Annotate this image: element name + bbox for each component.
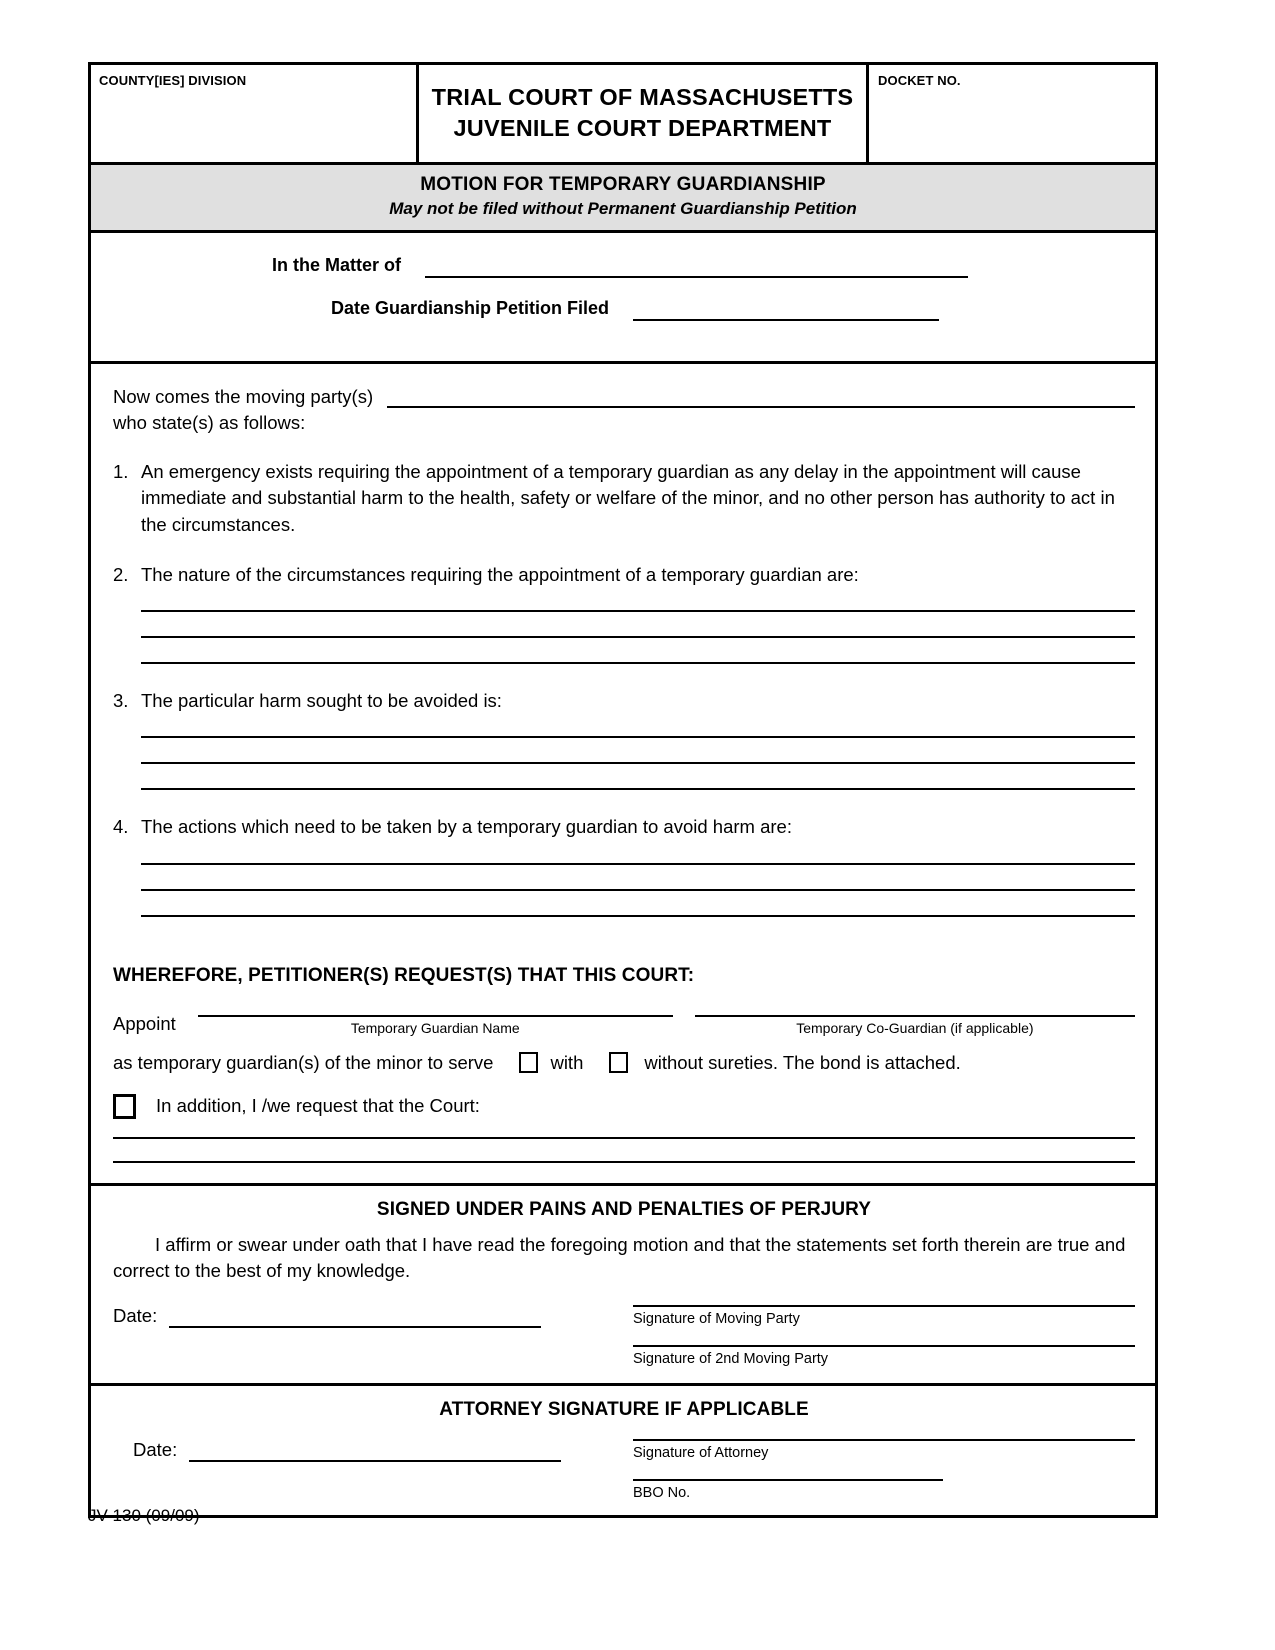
in-the-matter-of-input[interactable] <box>425 276 968 278</box>
item-4-line-2[interactable] <box>141 889 1135 891</box>
with-sureties-checkbox[interactable] <box>519 1052 538 1073</box>
in-addition-row <box>113 1094 1135 1119</box>
item-3-answer-lines <box>113 736 1135 790</box>
item-2-line-1[interactable] <box>141 610 1135 612</box>
attorney-signature-slot[interactable] <box>633 1439 1135 1461</box>
perjury-signature-area <box>113 1305 1135 1367</box>
matter-block <box>88 233 1158 364</box>
perjury-text: I affirm or swear under oath that I have read the foregoing motion and that the statements set forth therein are true and correct to the best of my knowledge. <box>113 1233 1126 1281</box>
docket-no-label: DOCKET NO. <box>878 73 961 88</box>
form-container <box>88 62 1158 1518</box>
in-addition-checkbox[interactable] <box>113 1094 136 1119</box>
perjury-date-block <box>113 1305 633 1367</box>
court-title-line1: TRIAL COURT OF MASSACHUSETTS <box>431 83 854 110</box>
item-4-text: The actions which need to be taken by a temporary guardian to avoid harm are: <box>141 816 792 838</box>
temporary-guardian-caption: Temporary Guardian Name <box>350 1019 520 1036</box>
in-the-matter-of-row <box>91 255 1155 278</box>
county-division-cell[interactable] <box>91 65 419 162</box>
wherefore-heading: WHEREFORE, PETITIONER(S) REQUEST(S) THAT THIS COURT: <box>113 964 695 986</box>
court-title-line2: JUVENILE COURT DEPARTMENT <box>453 114 832 141</box>
now-comes-line1: Now comes the moving party(s) <box>113 386 374 407</box>
bbo-no-caption: BBO No. <box>633 1485 691 1502</box>
in-addition-line-2[interactable] <box>113 1161 1135 1163</box>
temporary-coguardian-field[interactable] <box>695 1015 1135 1036</box>
item-3-number: 3. <box>113 690 129 712</box>
item-3-line-1[interactable] <box>141 736 1135 738</box>
temporary-guardian-field[interactable] <box>198 1015 673 1036</box>
date-petition-filed-input[interactable] <box>633 319 939 321</box>
docket-no-cell[interactable] <box>869 65 1155 162</box>
date-petition-filed-row <box>91 298 1155 321</box>
item-4 <box>113 814 1135 840</box>
appoint-row <box>113 1013 1135 1036</box>
form-title: MOTION FOR TEMPORARY GUARDIANSHIP <box>420 174 826 195</box>
sureties-row <box>113 1052 1135 1074</box>
serve-prefix-label: as temporary guardian(s) of the minor to serve <box>113 1051 494 1073</box>
attorney-date-block <box>113 1439 633 1501</box>
perjury-title: SIGNED UNDER PAINS AND PENALTIES OF PERJURY <box>376 1198 872 1220</box>
perjury-block <box>88 1186 1158 1387</box>
attorney-date-label: Date: <box>133 1439 178 1461</box>
motion-body-block <box>88 364 1158 1186</box>
attorney-signature-caption: Signature of Attorney <box>633 1445 769 1462</box>
attorney-title: ATTORNEY SIGNATURE IF APPLICABLE <box>439 1399 809 1421</box>
perjury-date-input[interactable] <box>169 1326 541 1328</box>
court-name-cell <box>419 65 869 162</box>
item-1-number: 1. <box>113 461 129 483</box>
date-petition-filed-label: Date Guardianship Petition Filed <box>330 298 609 318</box>
attorney-signature-area <box>113 1439 1135 1501</box>
perjury-signature-lines <box>633 1305 1135 1367</box>
item-3 <box>113 688 1135 714</box>
temporary-coguardian-caption: Temporary Co-Guardian (if applicable) <box>796 1019 1034 1036</box>
second-moving-party-signature-slot[interactable] <box>633 1345 1135 1367</box>
item-2-text: The nature of the circumstances requiring the appointment of a temporary guardian are: <box>141 563 859 585</box>
appoint-label: Appoint <box>113 1012 176 1034</box>
without-sureties-label: without sureties. The bond is attached. <box>644 1051 961 1073</box>
now-comes-row <box>113 384 1135 435</box>
attorney-date-row <box>113 1439 633 1462</box>
without-sureties-checkbox[interactable] <box>609 1052 628 1073</box>
item-3-line-2[interactable] <box>141 762 1135 764</box>
attorney-signature-lines <box>633 1439 1135 1501</box>
moving-party-signature-slot[interactable] <box>633 1305 1135 1327</box>
moving-party-input[interactable] <box>387 406 1135 408</box>
item-2-answer-lines <box>113 610 1135 664</box>
header-row <box>88 62 1158 165</box>
item-2-line-2[interactable] <box>141 636 1135 638</box>
item-4-line-3[interactable] <box>141 915 1135 917</box>
item-2-line-3[interactable] <box>141 662 1135 664</box>
perjury-date-row <box>113 1305 633 1328</box>
item-2-number: 2. <box>113 563 129 585</box>
item-4-line-1[interactable] <box>141 863 1135 865</box>
item-4-answer-lines <box>113 863 1135 917</box>
now-comes-text <box>113 384 373 435</box>
perjury-date-label: Date: <box>113 1305 158 1327</box>
now-comes-line2: who state(s) as follows: <box>113 411 306 433</box>
attorney-block <box>88 1386 1158 1518</box>
item-2 <box>113 562 1135 588</box>
item-4-number: 4. <box>113 816 129 838</box>
in-addition-line-1[interactable] <box>113 1137 1135 1139</box>
second-moving-party-signature-caption: Signature of 2nd Moving Party <box>633 1351 829 1368</box>
item-1 <box>113 459 1135 538</box>
with-sureties-label: with <box>550 1051 584 1073</box>
in-the-matter-of-label: In the Matter of <box>272 255 401 275</box>
form-title-banner <box>88 165 1158 233</box>
bbo-no-slot[interactable] <box>633 1479 1135 1501</box>
item-1-text: An emergency exists requiring the appointment of a temporary guardian as any delay in the appointment will cause immediate and substantial harm to the health, safety or welfare of the minor, and no other person has authority to act in the circumstances. <box>141 461 1115 535</box>
moving-party-signature-caption: Signature of Moving Party <box>633 1311 800 1328</box>
item-3-line-3[interactable] <box>141 788 1135 790</box>
form-subtitle: May not be filed without Permanent Guardianship Petition <box>389 199 857 218</box>
in-addition-label: In addition, I /we request that the Court: <box>156 1095 480 1117</box>
attorney-date-input[interactable] <box>189 1460 561 1462</box>
county-division-label: COUNTY[IES] DIVISION <box>99 73 247 88</box>
form-number-footer: JV-130 (09/09) <box>88 1506 200 1525</box>
item-3-text: The particular harm sought to be avoided is: <box>141 690 502 712</box>
in-addition-answer-lines <box>113 1137 1135 1163</box>
